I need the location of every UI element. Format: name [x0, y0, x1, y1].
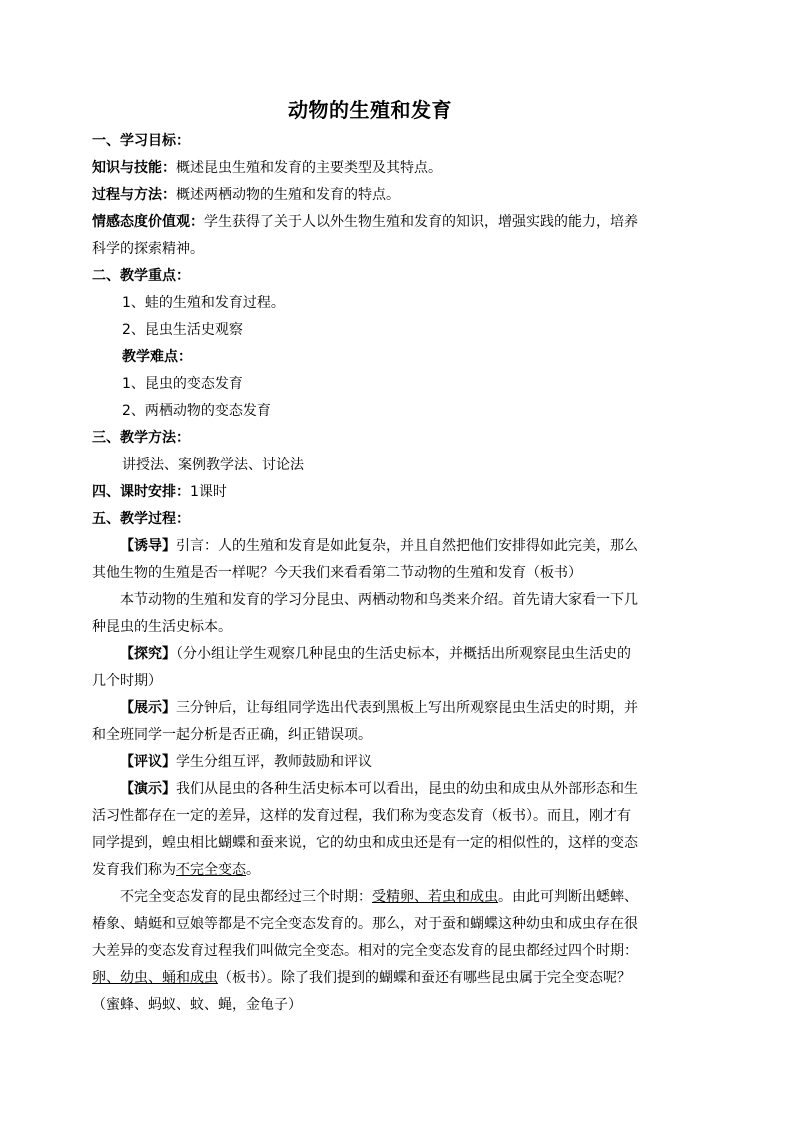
objective-label: 知识与技能：: [92, 160, 176, 176]
objective-label: 情感态度价值观：: [92, 214, 204, 230]
paragraph-label: 【探究】: [120, 646, 176, 662]
paragraph-incomplete-cont: [92, 965, 652, 992]
underlined-term: 不完全变态: [176, 862, 246, 878]
section-heading-schedule: 四、课时安排：: [92, 484, 190, 500]
difficulty-heading: 教学难点：: [122, 349, 192, 365]
paragraph-text: 三分钟后，让每组同学选出代表到黑板上写出所观察昆虫生活史的时期，并: [176, 700, 638, 716]
paragraph-explore: [92, 641, 652, 668]
paragraph-intro-cont: 种昆虫的生活史标本。: [92, 619, 232, 635]
paragraph-show: [92, 695, 652, 722]
paragraph-explore-cont: 几个时期）: [92, 673, 162, 689]
objective-knowledge: [92, 155, 652, 182]
paragraph-label: 【诱导】: [120, 538, 176, 554]
paragraph-induce-cont: 其他生物的生殖是否一样呢？今天我们来看看第二节动物的生殖和发育（板书）: [92, 565, 582, 581]
paragraph-label: 【评议】: [120, 754, 176, 770]
paragraph-intro: 本节动物的生殖和发育的学习分昆虫、两栖动物和鸟类来介绍。首先请大家看一下几: [120, 592, 638, 608]
paragraph-text: 引言：人的生殖和发育是如此复杂，并且自然把他们安排得如此完美，那么: [176, 538, 638, 554]
underlined-term: 受精卵、若虫和成虫: [372, 889, 498, 905]
schedule-line: [92, 479, 652, 506]
paragraph-text: 我们从昆虫的各种生活史标本可以看出，昆虫的幼虫和成虫从外部形态和生: [176, 781, 638, 797]
paragraph-demo-cont: [92, 857, 652, 884]
objective-process: [92, 182, 652, 209]
paragraph-incomplete-cont: 椿象、蜻蜓和豆娘等都是不完全变态发育的。那么，对于蚕和蝴蝶这种幼虫和成虫存在很: [92, 916, 638, 932]
document-body: [92, 128, 652, 1019]
paragraph-label: 【演示】: [120, 781, 176, 797]
paragraph-text: 不完全变态发育的昆虫都经过三个时期：: [120, 889, 372, 905]
objective-text: 概述两栖动物的生殖和发育的特点。: [176, 187, 400, 203]
objective-text: 概述昆虫生殖和发育的主要类型及其特点。: [176, 160, 442, 176]
methods-text: 讲授法、案例教学法、讨论法: [122, 457, 304, 473]
paragraph-induce: [92, 533, 652, 560]
key-point-item: 1、蛙的生殖和发育过程。: [122, 295, 285, 311]
paragraph-text: 。由此可判断出蟋蟀、: [498, 889, 638, 905]
paragraph-show-cont: 和全班同学一起分析是否正确，纠正错误项。: [92, 727, 372, 743]
difficulty-item: 1、昆虫的变态发育: [122, 376, 243, 392]
paragraph-demo-cont: 活习性都存在一定的差异，这样的发育过程，我们称为变态发育（板书）。而且，刚才有: [92, 808, 631, 824]
section-heading-objectives: 一、学习目标：: [92, 133, 190, 149]
paragraph-demo-cont: 同学提到，蝗虫相比蝴蝶和蚕来说，它的幼虫和成虫还是有一定的相似性的，这样的变态: [92, 835, 638, 851]
paragraph-text: （板书）。除了我们提到的蝴蝶和蚕还有哪些昆虫属于完全变态呢？: [218, 970, 631, 986]
paragraph-text: 学生分组互评，教师鼓励和评议: [176, 754, 372, 770]
schedule-text: 1课时: [190, 484, 227, 500]
difficulty-item: 2、两栖动物的变态发育: [122, 403, 271, 419]
key-point-item: 2、昆虫生活史观察: [122, 322, 243, 338]
section-heading-methods: 三、教学方法：: [92, 430, 190, 446]
paragraph-incomplete-cont: （蜜蜂、蚂蚁、蚊、蝇，金龟子）: [92, 997, 302, 1013]
document-title: 动物的生殖和发育: [288, 98, 452, 122]
paragraph-review: [92, 749, 652, 776]
paragraph-demo: [92, 776, 652, 803]
paragraph-text: 。: [246, 862, 260, 878]
paragraph-text: （分小组让学生观察几种昆虫的生活史标本，并概括出所观察昆虫生活史的: [176, 646, 631, 662]
paragraph-incomplete-cont: 大差异的变态发育过程我们叫做完全变态。相对的完全变态发育的昆虫都经过四个时期：: [92, 943, 638, 959]
section-heading-key-points: 二、教学重点：: [92, 268, 190, 284]
objective-attitude-cont: 科学的探索精神。: [92, 241, 204, 257]
paragraph-incomplete: [92, 884, 652, 911]
objective-label: 过程与方法：: [92, 187, 176, 203]
section-heading-process: 五、教学过程：: [92, 511, 190, 527]
objective-text: 学生获得了关于人以外生物生殖和发育的知识，增强实践的能力，培养: [204, 214, 638, 230]
objective-attitude: [92, 209, 652, 236]
paragraph-text: 发育我们称为: [92, 862, 176, 878]
underlined-term: 卵、幼虫、蛹和成虫: [92, 970, 218, 986]
paragraph-label: 【展示】: [120, 700, 176, 716]
